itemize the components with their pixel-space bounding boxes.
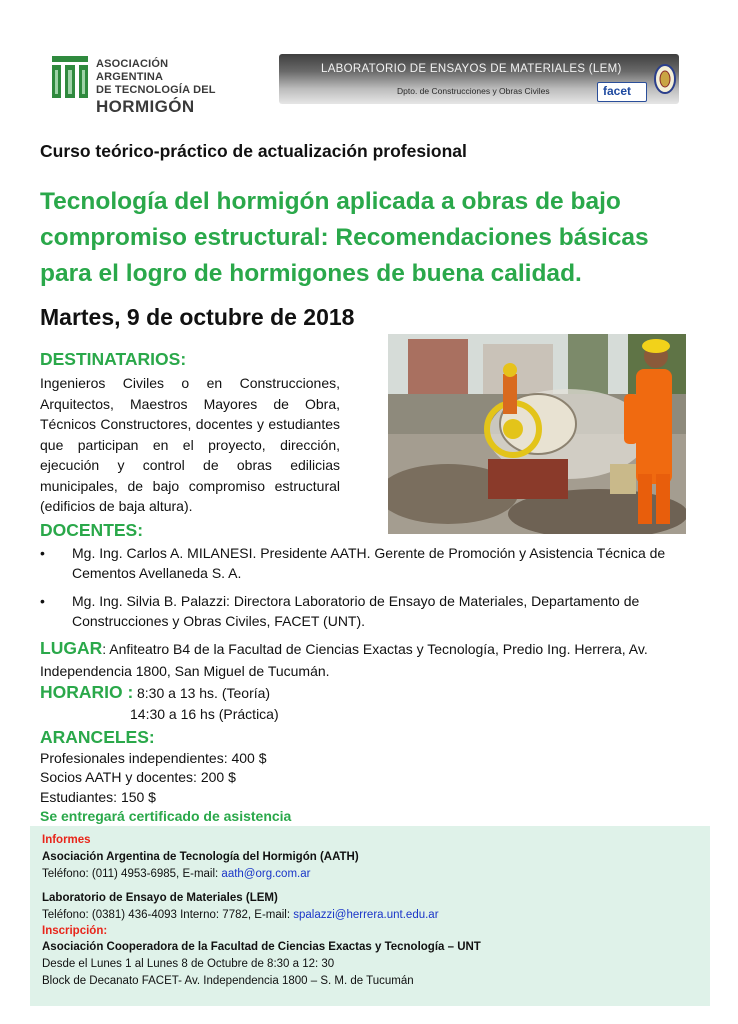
facet-logo-text: facet — [603, 84, 632, 98]
aath-logo-line2: DE TECNOLOGÍA DEL — [96, 84, 216, 96]
destinatarios-heading: DESTINATARIOS: — [40, 349, 187, 369]
lugar-section — [40, 637, 700, 682]
aath-logo — [50, 54, 220, 116]
main-title-line: compromiso estructural: Recomendaciones básicas — [40, 224, 649, 251]
lem-phone: Teléfono: (0381) 436-4093 Interno: 7782, E-mail: — [42, 909, 294, 921]
inscripcion-label: Inscripción: — [42, 925, 108, 937]
aath-phone: Teléfono: (011) 4953-6985, E-mail: — [42, 868, 222, 880]
inscripcion-dates: Desde el Lunes 1 al Lunes 8 de Octubre de 8:30 a 12: 30 — [42, 958, 335, 970]
main-title-line: para el logro de hormigones de buena calidad. — [40, 260, 582, 287]
lem-contact-line — [42, 909, 439, 921]
aath-contact-name: Asociación Argentina de Tecnología del Hormigón (AATH) — [42, 851, 359, 863]
docente-text: Mg. Ing. Silvia B. Palazzi: Directora Laboratorio de Ensayo de Materiales, Departamento de Construcciones y Obras Civiles, FACET (UNT). — [72, 593, 640, 629]
horario-line: 14:30 a 16 hs (Práctica) — [130, 706, 279, 722]
horario-line: 8:30 a 13 hs. (Teoría) — [137, 685, 271, 701]
lem-banner-dept: Dpto. de Construcciones y Obras Civiles — [397, 86, 550, 96]
university-seal-icon — [654, 64, 676, 94]
lugar-text: : Anfiteatro B4 de la Facultad de Ciencias Exactas y Tecnología, Predio Ing. Herrera, Av. Independencia 1800, San Miguel de Tucumán. — [40, 641, 648, 679]
lem-banner-title: LABORATORIO DE ENSAYOS DE MATERIALES (LEM) — [321, 63, 622, 75]
course-type: Curso teórico-práctico de actualización profesional — [40, 141, 467, 161]
docente-item — [40, 592, 700, 632]
aranceles-heading: ARANCELES: — [40, 727, 155, 747]
arancel-item: Estudiantes: 150 $ — [40, 789, 156, 805]
docente-item — [40, 544, 700, 584]
aath-logo-line3: HORMIGÓN — [96, 97, 195, 116]
aath-logo-mark-icon — [52, 56, 88, 98]
aath-email-link[interactable]: aath@org.com.ar — [221, 868, 311, 880]
lem-contact-name: Laboratorio de Ensayo de Materiales (LEM) — [42, 892, 278, 904]
aath-contact-line — [42, 868, 310, 880]
certificado-note: Se entregará certificado de asistencia — [40, 808, 292, 824]
lem-email-link[interactable]: spalazzi@herrera.unt.edu.ar — [293, 909, 439, 921]
docente-text: Mg. Ing. Carlos A. MILANESI. Presidente AATH. Gerente de Promoción y Asistencia Técnica de Cementos Avellaneda S. A. — [72, 545, 666, 581]
horario-heading: HORARIO : — [40, 682, 134, 702]
arancel-item: Profesionales independientes: 400 $ — [40, 750, 267, 766]
lugar-heading: LUGAR — [40, 638, 103, 658]
docentes-heading: DOCENTES: — [40, 520, 144, 540]
event-date: Martes, 9 de octubre de 2018 — [40, 304, 355, 330]
main-title-line: Tecnología del hormigón aplicada a obras de bajo — [40, 188, 621, 215]
inscripcion-address: Block de Decanato FACET- Av. Independencia 1800 – S. M. de Tucumán — [42, 975, 414, 987]
info-box — [30, 826, 710, 1006]
cooperadora-name: Asociación Cooperadora de la Facultad de Ciencias Exactas y Tecnología – UNT — [42, 941, 481, 953]
construction-site-photo — [388, 334, 686, 534]
destinatarios-text: Ingenieros Civiles o en Construcciones, Arquitectos, Maestros Mayores de Obra, Técnicos Constructores, docentes y estudiantes que participan en el proyecto, dirección, ejecución y control de obras edilicias municipales, de bajo compromiso estructural (edificios de baja altura). — [40, 375, 340, 514]
bullet-icon: • — [40, 593, 45, 609]
bullet-icon: • — [40, 545, 45, 561]
lem-banner — [279, 54, 679, 104]
aath-logo-line1: ASOCIACIÓN ARGENTINA — [96, 58, 169, 83]
facet-logo — [597, 82, 647, 102]
informes-label: Informes — [42, 834, 91, 846]
arancel-item: Socios AATH y docentes: 200 $ — [40, 769, 236, 785]
main-title — [40, 184, 690, 292]
